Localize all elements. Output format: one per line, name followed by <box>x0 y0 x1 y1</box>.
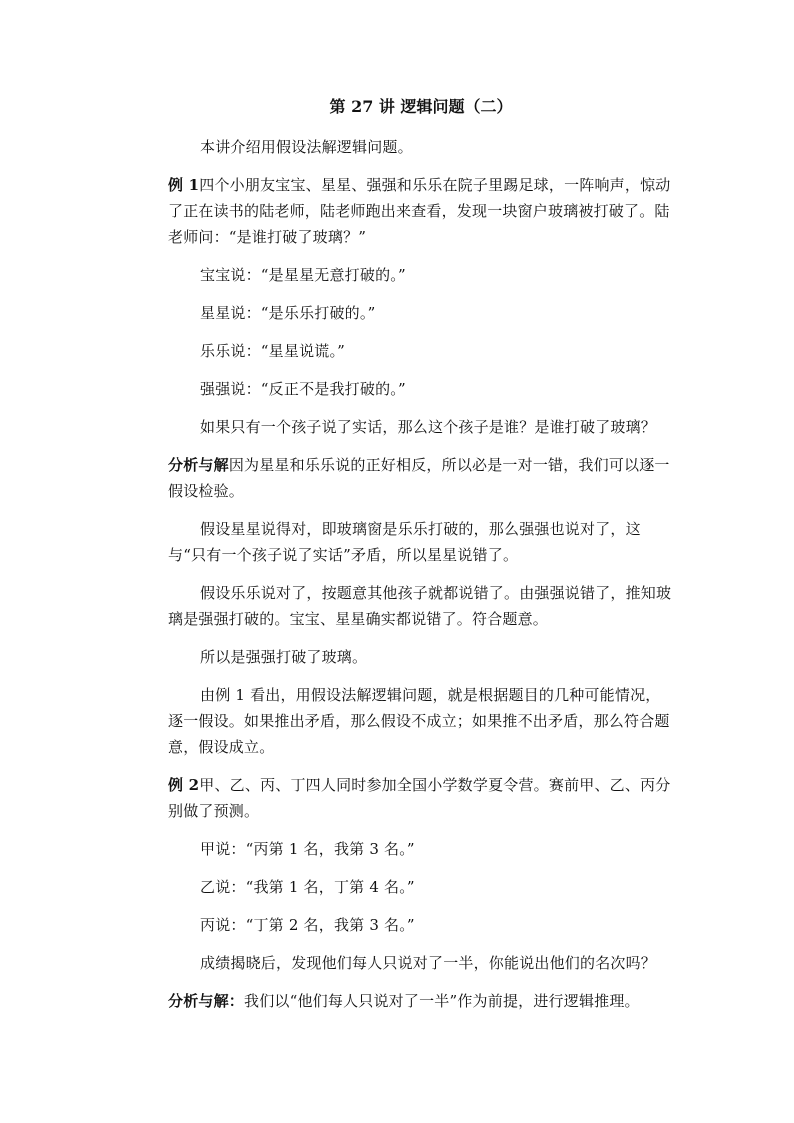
example2-statement: 乙说：“我第 1 名，丁第 4 名。” <box>200 878 415 896</box>
example1-analysis <box>168 452 674 504</box>
example1-statement: 强强说：“反正不是我打破的。” <box>200 380 406 398</box>
example2-analysis <box>168 988 674 1014</box>
example2-question: 成绩揭晓后，发现他们每人只说对了一半，你能说出他们的名次吗？ <box>200 954 657 972</box>
intro-paragraph: 本讲介绍用假设法解逻辑问题。 <box>200 138 413 156</box>
example1-analysis-text: 因为星星和乐乐说的正好相反，所以必是一对一错，我们可以逐一假设检验。 <box>168 456 670 500</box>
example1-analysis-label: 分析与解 <box>168 456 229 474</box>
example1-problem-text: 四个小朋友宝宝、星星、强强和乐乐在院子里踢足球，一阵响声，惊动了正在读书的陆老师，陆老师跑出来查看，发现一块窗户玻璃被打破了。陆老师问：“是谁打破了玻璃？” <box>168 176 671 246</box>
method-summary: 由例 1 看出，用假设法解逻辑问题，就是根据题目的几种可能情况，逐一假设。如果推出矛盾，那么假设不成立；如果推不出矛盾，那么符合题意，假设成立。 <box>168 686 670 756</box>
example2-statement: 丙说：“丁第 2 名，我第 3 名。” <box>200 916 415 934</box>
document-page <box>168 96 674 1014</box>
example1-reasoning-paragraph: 假设乐乐说对了，按题意其他孩子就都说错了。由强强说错了，推知玻璃是强强打破的。宝宝、星星确实都说错了。符合题意。 <box>168 584 672 628</box>
example1-reasoning-paragraph: 假设星星说得对，即玻璃窗是乐乐打破的，那么强强也说对了，这与“只有一个孩子说了实话”矛盾，所以星星说错了。 <box>168 520 641 564</box>
example2-problem <box>168 772 674 824</box>
example1-conclusion: 所以是强强打破了玻璃。 <box>200 648 368 666</box>
example2-statement: 甲说：“丙第 1 名，我第 3 名。” <box>200 840 415 858</box>
example1-statement: 宝宝说：“是星星无意打破的。” <box>200 266 406 284</box>
example1-label: 例 1 <box>168 176 200 194</box>
example2-label: 例 2 <box>168 776 200 794</box>
example2-analysis-text: 我们以“他们每人只说对了一半”作为前提，进行逻辑推理。 <box>244 992 640 1010</box>
example1-question: 如果只有一个孩子说了实话，那么这个孩子是谁？是谁打破了玻璃？ <box>200 418 657 436</box>
example2-problem-text: 甲、乙、丙、丁四人同时参加全国小学数学夏令营。赛前甲、乙、丙分别做了预测。 <box>168 776 671 820</box>
example1-statement: 星星说：“是乐乐打破的。” <box>200 304 376 322</box>
example1-statement: 乐乐说：“星星说谎。” <box>200 342 346 360</box>
example1-problem <box>168 172 674 250</box>
example2-analysis-label: 分析与解： <box>168 992 245 1010</box>
lecture-title: 第 27 讲 逻辑问题（二） <box>329 97 513 116</box>
